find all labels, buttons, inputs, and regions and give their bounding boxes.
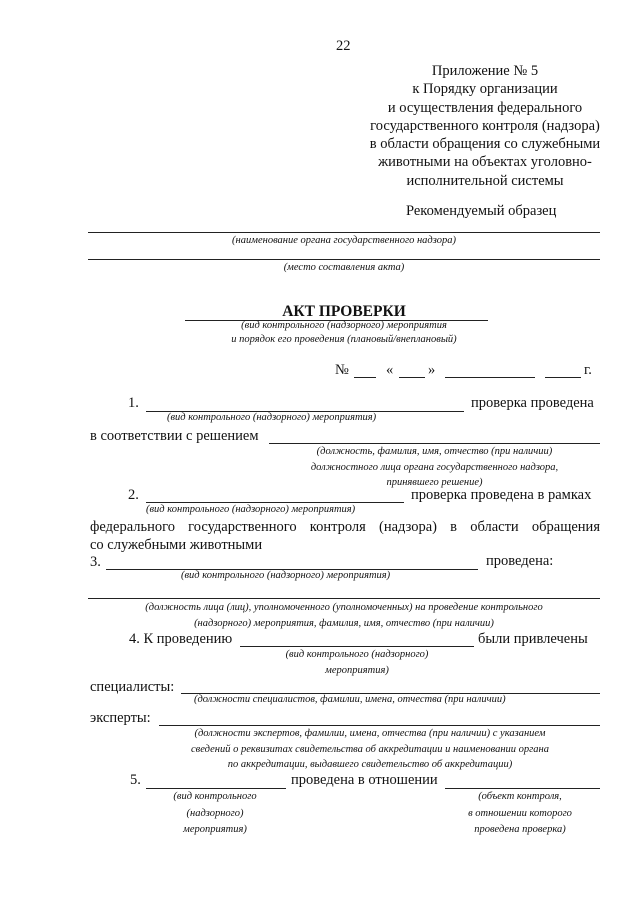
experts-caption-line: сведений о реквизитах свидетельства об аккредитации и наименовании органа bbox=[191, 743, 549, 755]
year-suffix: г. bbox=[584, 362, 592, 378]
item-3-number: 3. bbox=[90, 554, 101, 570]
item-3-tail: проведена: bbox=[486, 553, 554, 569]
decision-caption-line: должностного лица органа государственного надзора, bbox=[310, 461, 559, 473]
item-2-caption: (вид контрольного (надзорного) мероприятия) bbox=[146, 504, 356, 515]
decision-caption-line: принявшего решение) bbox=[386, 477, 483, 488]
item-2-tail: проверка проведена в рамках bbox=[411, 487, 592, 503]
day-field-line bbox=[399, 377, 425, 378]
item-5-caption-left-line: (надзорного) bbox=[186, 807, 244, 819]
item-2-field-line bbox=[146, 502, 404, 503]
number-sign: № bbox=[335, 362, 349, 378]
item-3-caption: (вид контрольного (надзорного) мероприятия) bbox=[181, 570, 391, 581]
item-3-persons-caption-line: (должность лица (лиц), уполномоченного (уполномоченных) на проведение контрольного bbox=[145, 602, 543, 613]
experts-label: эксперты: bbox=[90, 710, 151, 726]
header-line: животными на объектах уголовно- bbox=[378, 154, 592, 171]
item-5-middle: проведена в отношении bbox=[291, 772, 438, 788]
decision-caption bbox=[269, 444, 600, 491]
experts-caption-line: (должности экспертов, фамилии, имена, отчества (при наличии) с указанием bbox=[194, 728, 546, 739]
number-field-line bbox=[354, 377, 376, 378]
quote-close: » bbox=[428, 362, 436, 378]
item-1-caption: (вид контрольного (надзорного) мероприятия) bbox=[167, 412, 377, 423]
item-5-caption-left-line: мероприятия) bbox=[183, 824, 247, 835]
appendix-header bbox=[335, 62, 635, 190]
item-5-number: 5. bbox=[130, 772, 141, 788]
item-3-persons-caption-line: (надзорного) мероприятия, фамилия, имя, отчество (при наличии) bbox=[194, 617, 494, 629]
item-5-caption-left bbox=[140, 789, 290, 839]
subtitle-line-1: (вид контрольного (надзорного) мероприятия bbox=[241, 320, 447, 331]
item-5-caption-right-line: проведена проверка) bbox=[474, 824, 566, 835]
experts-caption-line: по аккредитации, выдавшего свидетельство об аккредитации) bbox=[227, 759, 513, 770]
item-2-text-line-1: федерального государственного контроля (надзора) в области обращения bbox=[90, 519, 600, 535]
month-field-line bbox=[445, 377, 535, 378]
item-5-caption-left-line: (вид контрольного bbox=[173, 791, 257, 802]
item-1-number: 1. bbox=[128, 395, 139, 411]
item-4-caption-line: (вид контрольного (надзорного) bbox=[285, 649, 429, 660]
page-number: 22 bbox=[336, 38, 351, 54]
recommended-sample-label: Рекомендуемый образец bbox=[406, 203, 557, 219]
item-1-tail: проверка проведена bbox=[471, 395, 594, 411]
authority-caption: (наименование органа государственного надзора) bbox=[232, 235, 456, 246]
item-4-tail: были привлечены bbox=[478, 631, 588, 647]
authority-field-line bbox=[88, 232, 600, 233]
decision-caption-line: (должность, фамилия, имя, отчество (при наличии) bbox=[316, 446, 553, 457]
item-4-caption bbox=[240, 647, 474, 679]
item-3-persons-field-line bbox=[88, 598, 600, 599]
item-2-number: 2. bbox=[128, 487, 139, 503]
decision-label: в соответствии с решением bbox=[90, 428, 259, 444]
header-line: государственного контроля (надзора) bbox=[370, 117, 600, 134]
item-5-caption-right-line: (объект контроля, bbox=[478, 791, 562, 802]
place-field-line bbox=[88, 259, 600, 260]
subtitle-line-2: и порядок его проведения (плановый/внеплановый) bbox=[231, 334, 457, 345]
header-line: и осуществления федерального bbox=[387, 99, 583, 116]
item-5-caption-right bbox=[440, 789, 600, 839]
specialists-caption: (должности специалистов, фамилии, имена, отчества (при наличии) bbox=[194, 694, 506, 705]
quote-open: « bbox=[386, 362, 394, 378]
item-4-lead: 4. К проведению bbox=[129, 631, 233, 647]
item-5-caption-right-line: в отношении которого bbox=[468, 807, 572, 819]
item-2-text-line-2: со служебными животными bbox=[90, 537, 263, 553]
document-title: АКТ ПРОВЕРКИ bbox=[282, 303, 406, 320]
item-4-caption-line: мероприятия) bbox=[325, 665, 389, 676]
header-line: исполнительной системы bbox=[406, 172, 564, 189]
item-3-persons-caption bbox=[88, 600, 600, 631]
experts-caption bbox=[140, 726, 600, 773]
specialists-label: специалисты: bbox=[90, 679, 175, 695]
place-caption: (место составления акта) bbox=[283, 262, 405, 273]
year-field-line bbox=[545, 377, 581, 378]
header-line: Приложение № 5 bbox=[431, 63, 539, 79]
header-line: в области обращения со служебными bbox=[369, 136, 601, 153]
header-line: к Порядку организации bbox=[412, 81, 558, 98]
